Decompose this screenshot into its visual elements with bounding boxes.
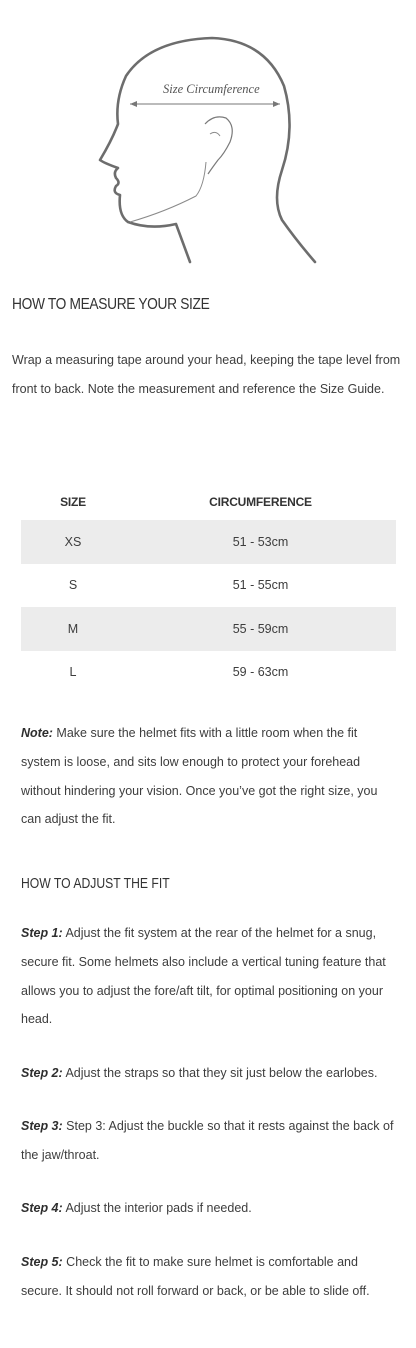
fit-note (21, 719, 396, 834)
header-circumference: CIRCUMFERENCE (209, 495, 312, 509)
head-outline-illustration (0, 0, 416, 280)
step-1-lead: Step 1: (21, 926, 63, 940)
circumference-cell: 51 - 53cm (232, 534, 289, 549)
step-4-lead: Step 4: (21, 1201, 63, 1215)
size-table-header (21, 484, 396, 520)
step-3-lead: Step 3: (21, 1119, 63, 1133)
note-text: Make sure the helmet fits with a little room when the fit system is loose, and sits low enough to protect your forehead without hindering your vision. Once you’ve got the right size, you can adjust the fit. (21, 726, 378, 827)
step-4 (21, 1194, 396, 1223)
step-5 (21, 1248, 396, 1306)
circumference-cell: 51 - 55cm (232, 578, 289, 593)
table-row (21, 520, 396, 564)
size-circumference-label: Size Circumference (163, 82, 260, 96)
table-row (21, 564, 396, 608)
measure-intro: Wrap a measuring tape around your head, keeping the tape level from front to back. Note the measurement and reference the Size Guide. (12, 353, 401, 396)
step-2 (21, 1059, 396, 1088)
step-2-lead: Step 2: (21, 1066, 63, 1080)
adjust-title: HOW TO ADJUST THE FIT (21, 876, 170, 892)
header-size: SIZE (60, 495, 86, 509)
circumference-cell: 59 - 63cm (232, 665, 289, 680)
step-2-text: Adjust the straps so that they sit just below the earlobes. (62, 1066, 378, 1080)
size-cell: L (69, 665, 77, 680)
head-measurement-figure (0, 0, 416, 280)
circumference-cell: 55 - 59cm (232, 621, 289, 636)
measure-title: HOW TO MEASURE YOUR SIZE (12, 296, 210, 313)
size-cell: XS (64, 534, 82, 549)
size-table (21, 484, 396, 694)
step-1-text: Adjust the fit system at the rear of the helmet for a snug, secure fit. Some helmets also include a vertical tuning feature that allows you to adjust the fore/aft tilt, for optimal positioning on your head. (21, 926, 386, 1027)
step-4-text: Adjust the interior pads if needed. (62, 1201, 252, 1215)
step-1 (21, 919, 396, 1034)
step-3 (21, 1112, 396, 1170)
step-3-text: Step 3: Adjust the buckle so that it rests against the back of the jaw/throat. (21, 1119, 394, 1162)
table-row (21, 651, 396, 695)
size-cell: S (68, 578, 78, 593)
size-cell: M (67, 621, 79, 636)
note-lead: Note: (21, 726, 53, 740)
step-5-text: Check the fit to make sure helmet is comfortable and secure. It should not roll forward or back, or be able to slide off. (21, 1255, 370, 1298)
step-5-lead: Step 5: (21, 1255, 63, 1269)
table-row (21, 607, 396, 651)
